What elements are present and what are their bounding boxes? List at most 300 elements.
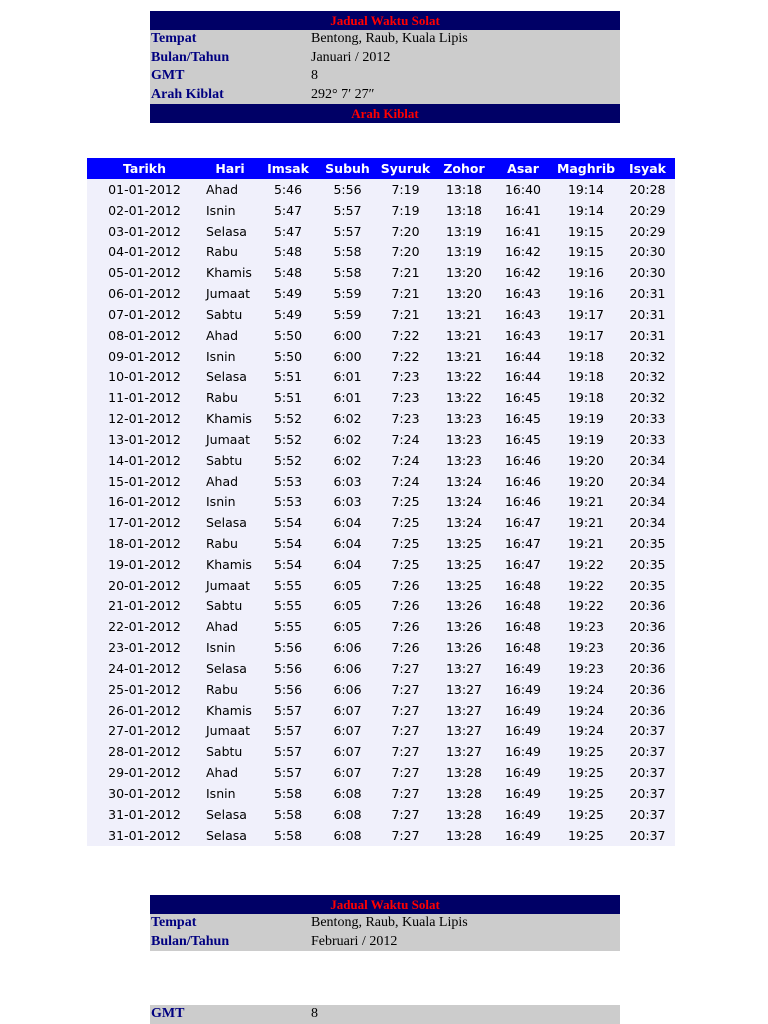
cell-hari: Jumaat — [206, 286, 251, 302]
cell-tarikh: 14-01-2012 — [108, 452, 181, 468]
cell-tarikh: 07-01-2012 — [108, 306, 181, 322]
cell-maghrib: 19:24 — [567, 723, 605, 739]
cell-subuh: 6:03 — [333, 473, 362, 489]
cell-hari: Selasa — [206, 369, 247, 385]
cell-subuh: 6:04 — [333, 535, 362, 551]
table-row — [87, 408, 675, 429]
cell-subuh: 6:06 — [333, 660, 362, 676]
cell-syuruk: 7:26 — [391, 577, 420, 593]
info-value: 8 — [311, 1006, 318, 1021]
cell-zohor: 13:27 — [445, 744, 483, 760]
table-row — [87, 554, 675, 575]
cell-maghrib: 19:19 — [567, 431, 605, 447]
cell-isyak: 20:36 — [629, 640, 666, 656]
cell-asar: 16:48 — [504, 619, 542, 635]
cell-asar: 16:49 — [504, 806, 542, 822]
cell-syuruk: 7:24 — [391, 431, 420, 447]
cell-tarikh: 13-01-2012 — [108, 431, 181, 447]
cell-zohor: 13:22 — [445, 369, 483, 385]
cell-zohor: 13:19 — [445, 244, 483, 260]
table-row — [87, 346, 675, 367]
cell-zohor: 13:27 — [445, 702, 483, 718]
cell-syuruk: 7:27 — [391, 827, 420, 843]
table-row — [87, 762, 675, 783]
cell-imsak: 5:52 — [273, 452, 303, 468]
cell-asar: 16:46 — [504, 494, 542, 510]
cell-asar: 16:42 — [504, 244, 542, 260]
column-header-imsak: Imsak — [267, 161, 309, 176]
cell-isyak: 20:32 — [629, 348, 666, 364]
cell-imsak: 5:47 — [273, 223, 303, 239]
cell-zohor: 13:28 — [445, 827, 483, 843]
cell-imsak: 5:47 — [273, 202, 303, 218]
cell-subuh: 6:05 — [333, 619, 362, 635]
cell-subuh: 6:00 — [333, 348, 362, 364]
cell-imsak: 5:57 — [273, 702, 303, 718]
table-row — [87, 304, 675, 325]
column-header-subuh: Subuh — [325, 161, 370, 176]
cell-syuruk: 7:19 — [391, 181, 420, 197]
cell-asar: 16:48 — [504, 640, 542, 656]
cell-tarikh: 17-01-2012 — [108, 515, 181, 531]
cell-subuh: 6:01 — [333, 390, 362, 406]
table-row — [87, 325, 675, 346]
cell-hari: Sabtu — [206, 306, 243, 322]
cell-hari: Khamis — [206, 411, 252, 427]
info-key: Tempat — [151, 915, 197, 930]
cell-maghrib: 19:24 — [567, 702, 605, 718]
cell-hari: Ahad — [206, 181, 239, 197]
cell-syuruk: 7:24 — [391, 473, 420, 489]
cell-zohor: 13:25 — [445, 577, 483, 593]
cell-zohor: 13:27 — [445, 660, 483, 676]
cell-asar: 16:47 — [504, 535, 542, 551]
cell-zohor: 13:23 — [445, 452, 483, 468]
cell-zohor: 13:22 — [445, 390, 483, 406]
cell-isyak: 20:30 — [629, 265, 666, 281]
cell-subuh: 6:07 — [333, 723, 362, 739]
cell-hari: Selasa — [206, 827, 247, 843]
cell-hari: Isnin — [206, 348, 236, 364]
table-row — [87, 825, 675, 846]
info-value: Januari / 2012 — [311, 49, 391, 65]
cell-imsak: 5:56 — [273, 640, 303, 656]
cell-subuh: 6:08 — [333, 806, 362, 822]
cell-zohor: 13:20 — [445, 265, 483, 281]
cell-imsak: 5:48 — [273, 244, 303, 260]
info-value: 8 — [311, 68, 318, 83]
cell-imsak: 5:56 — [273, 681, 303, 697]
cell-maghrib: 19:19 — [567, 411, 605, 427]
cell-subuh: 6:05 — [333, 577, 362, 593]
cell-zohor: 13:28 — [445, 785, 483, 801]
table-row — [87, 637, 675, 658]
cell-subuh: 6:07 — [333, 744, 362, 760]
table-row — [87, 200, 675, 221]
cell-syuruk: 7:19 — [391, 202, 420, 218]
cell-imsak: 5:55 — [273, 598, 303, 614]
cell-maghrib: 19:21 — [567, 535, 605, 551]
cell-subuh: 6:04 — [333, 515, 362, 531]
cell-tarikh: 19-01-2012 — [108, 556, 181, 572]
table-row — [87, 616, 675, 637]
cell-tarikh: 18-01-2012 — [108, 535, 181, 551]
cell-syuruk: 7:27 — [391, 702, 420, 718]
cell-tarikh: 20-01-2012 — [108, 577, 181, 593]
cell-maghrib: 19:20 — [567, 473, 605, 489]
cell-imsak: 5:55 — [273, 577, 303, 593]
table-row — [87, 221, 675, 242]
cell-syuruk: 7:22 — [391, 348, 420, 364]
table-row — [87, 471, 675, 492]
cell-syuruk: 7:25 — [391, 515, 420, 531]
cell-maghrib: 19:25 — [567, 744, 605, 760]
cell-zohor: 13:27 — [445, 723, 483, 739]
cell-syuruk: 7:26 — [391, 619, 420, 635]
cell-zohor: 13:25 — [445, 556, 483, 572]
cell-asar: 16:46 — [504, 452, 542, 468]
cell-hari: Sabtu — [206, 744, 243, 760]
cell-subuh: 5:58 — [333, 244, 362, 260]
cell-asar: 16:49 — [504, 723, 542, 739]
cell-isyak: 20:36 — [629, 702, 666, 718]
cell-asar: 16:43 — [504, 306, 542, 322]
cell-imsak: 5:46 — [273, 181, 303, 197]
info-row-tempat — [150, 914, 620, 933]
cell-isyak: 20:36 — [629, 619, 666, 635]
table-row — [87, 596, 675, 617]
cell-subuh: 6:00 — [333, 327, 362, 343]
cell-hari: Isnin — [206, 202, 236, 218]
cell-tarikh: 31-01-2012 — [108, 827, 181, 843]
cell-syuruk: 7:27 — [391, 806, 420, 822]
cell-asar: 16:47 — [504, 556, 542, 572]
cell-hari: Isnin — [206, 785, 236, 801]
table-row — [87, 679, 675, 700]
cell-maghrib: 19:15 — [567, 244, 605, 260]
cell-tarikh: 02-01-2012 — [108, 202, 181, 218]
cell-hari: Ahad — [206, 473, 239, 489]
cell-zohor: 13:26 — [445, 640, 483, 656]
table-row — [87, 700, 675, 721]
cell-zohor: 13:20 — [445, 286, 483, 302]
cell-imsak: 5:58 — [273, 827, 303, 843]
table-row — [87, 533, 675, 554]
cell-isyak: 20:32 — [629, 390, 666, 406]
cell-maghrib: 19:25 — [567, 827, 605, 843]
cell-subuh: 6:01 — [333, 369, 362, 385]
cell-imsak: 5:54 — [273, 556, 303, 572]
cell-hari: Jumaat — [206, 723, 251, 739]
info-key: Bulan/Tahun — [151, 49, 230, 65]
cell-maghrib: 19:15 — [567, 223, 605, 239]
cell-imsak: 5:54 — [273, 535, 303, 551]
cell-maghrib: 19:25 — [567, 765, 605, 781]
cell-syuruk: 7:22 — [391, 327, 420, 343]
cell-zohor: 13:18 — [445, 202, 483, 218]
table-row — [87, 575, 675, 596]
cell-tarikh: 23-01-2012 — [108, 640, 181, 656]
info-key: Tempat — [151, 31, 197, 46]
cell-tarikh: 30-01-2012 — [108, 785, 181, 801]
cell-isyak: 20:30 — [629, 244, 666, 260]
info-row-bulan-tahun — [150, 933, 620, 952]
cell-asar: 16:48 — [504, 577, 542, 593]
cell-hari: Rabu — [206, 390, 238, 406]
cell-syuruk: 7:20 — [391, 244, 420, 260]
cell-imsak: 5:50 — [273, 327, 303, 343]
cell-hari: Sabtu — [206, 452, 243, 468]
cell-isyak: 20:37 — [629, 765, 666, 781]
cell-syuruk: 7:20 — [391, 223, 420, 239]
table-row — [87, 429, 675, 450]
cell-isyak: 20:35 — [629, 577, 666, 593]
cell-hari: Jumaat — [206, 431, 251, 447]
prayer-times-table — [87, 158, 675, 846]
cell-imsak: 5:49 — [273, 286, 303, 302]
cell-zohor: 13:28 — [445, 765, 483, 781]
cell-subuh: 6:05 — [333, 598, 362, 614]
cell-maghrib: 19:21 — [567, 494, 605, 510]
column-header-syuruk: Syuruk — [380, 161, 431, 176]
cell-hari: Khamis — [206, 702, 252, 718]
info-value: Bentong, Raub, Kuala Lipis — [311, 915, 468, 930]
cell-asar: 16:40 — [504, 181, 542, 197]
cell-maghrib: 19:20 — [567, 452, 605, 468]
info-box-footer: Arah Kiblat — [150, 104, 620, 123]
cell-syuruk: 7:27 — [391, 765, 420, 781]
cell-tarikh: 29-01-2012 — [108, 765, 181, 781]
cell-maghrib: 19:14 — [567, 181, 605, 197]
cell-subuh: 6:02 — [333, 411, 362, 427]
cell-subuh: 5:56 — [333, 181, 362, 197]
table-row — [87, 387, 675, 408]
cell-imsak: 5:57 — [273, 744, 303, 760]
cell-tarikh: 09-01-2012 — [108, 348, 181, 364]
cell-tarikh: 26-01-2012 — [108, 702, 181, 718]
cell-zohor: 13:19 — [445, 223, 483, 239]
table-header-row — [87, 158, 675, 179]
cell-zohor: 13:27 — [445, 681, 483, 697]
cell-subuh: 5:57 — [333, 202, 362, 218]
column-header-zohor: Zohor — [443, 161, 485, 176]
cell-maghrib: 19:17 — [567, 327, 605, 343]
cell-zohor: 13:25 — [445, 535, 483, 551]
cell-imsak: 5:52 — [273, 431, 303, 447]
cell-zohor: 13:23 — [445, 411, 483, 427]
column-header-hari: Hari — [215, 161, 245, 176]
cell-asar: 16:49 — [504, 765, 542, 781]
cell-subuh: 6:08 — [333, 827, 362, 843]
cell-maghrib: 19:25 — [567, 806, 605, 822]
cell-asar: 16:49 — [504, 702, 542, 718]
cell-syuruk: 7:23 — [391, 390, 420, 406]
cell-subuh: 6:02 — [333, 452, 362, 468]
info-value: Bentong, Raub, Kuala Lipis — [311, 31, 468, 46]
cell-maghrib: 19:18 — [567, 390, 605, 406]
table-row — [87, 741, 675, 762]
cell-tarikh: 24-01-2012 — [108, 660, 181, 676]
cell-imsak: 5:53 — [273, 494, 303, 510]
cell-asar: 16:42 — [504, 265, 542, 281]
info-key: Arah Kiblat — [151, 86, 224, 102]
cell-imsak: 5:58 — [273, 806, 303, 822]
cell-zohor: 13:26 — [445, 619, 483, 635]
cell-tarikh: 08-01-2012 — [108, 327, 181, 343]
info-key: GMT — [151, 68, 185, 83]
cell-zohor: 13:21 — [445, 327, 483, 343]
cell-asar: 16:45 — [504, 390, 542, 406]
cell-syuruk: 7:21 — [391, 306, 420, 322]
info-row-gmt — [150, 1005, 620, 1024]
cell-tarikh: 16-01-2012 — [108, 494, 181, 510]
cell-hari: Rabu — [206, 244, 238, 260]
cell-isyak: 20:35 — [629, 556, 666, 572]
cell-maghrib: 19:23 — [567, 619, 605, 635]
cell-maghrib: 19:18 — [567, 369, 605, 385]
cell-asar: 16:44 — [504, 369, 542, 385]
cell-tarikh: 31-01-2012 — [108, 806, 181, 822]
cell-syuruk: 7:26 — [391, 598, 420, 614]
cell-maghrib: 19:21 — [567, 515, 605, 531]
table-row — [87, 721, 675, 742]
cell-hari: Rabu — [206, 535, 238, 551]
cell-isyak: 20:34 — [629, 452, 666, 468]
cell-isyak: 20:36 — [629, 660, 666, 676]
cell-isyak: 20:37 — [629, 785, 666, 801]
cell-hari: Ahad — [206, 765, 239, 781]
cell-isyak: 20:32 — [629, 369, 666, 385]
cell-maghrib: 19:17 — [567, 306, 605, 322]
info-key: GMT — [151, 1006, 185, 1021]
cell-zohor: 13:24 — [445, 473, 483, 489]
cell-imsak: 5:50 — [273, 348, 303, 364]
cell-isyak: 20:33 — [629, 411, 666, 427]
column-header-isyak: Isyak — [629, 161, 666, 176]
cell-imsak: 5:52 — [273, 411, 303, 427]
cell-maghrib: 19:23 — [567, 640, 605, 656]
cell-tarikh: 05-01-2012 — [108, 265, 181, 281]
info-box-januari — [150, 11, 620, 123]
cell-isyak: 20:36 — [629, 681, 666, 697]
cell-tarikh: 22-01-2012 — [108, 619, 181, 635]
cell-imsak: 5:49 — [273, 306, 303, 322]
cell-subuh: 6:07 — [333, 702, 362, 718]
cell-syuruk: 7:25 — [391, 556, 420, 572]
cell-zohor: 13:18 — [445, 181, 483, 197]
cell-syuruk: 7:26 — [391, 640, 420, 656]
cell-tarikh: 12-01-2012 — [108, 411, 181, 427]
info-box-title: Jadual Waktu Solat — [150, 11, 620, 30]
table-row — [87, 450, 675, 471]
cell-hari: Jumaat — [206, 577, 251, 593]
cell-maghrib: 19:22 — [567, 598, 605, 614]
table-row — [87, 366, 675, 387]
cell-asar: 16:44 — [504, 348, 542, 364]
info-box-februari-gmt — [150, 1005, 620, 1024]
cell-maghrib: 19:18 — [567, 348, 605, 364]
cell-isyak: 20:31 — [629, 327, 666, 343]
cell-isyak: 20:35 — [629, 535, 666, 551]
cell-asar: 16:43 — [504, 286, 542, 302]
cell-imsak: 5:57 — [273, 765, 303, 781]
cell-maghrib: 19:22 — [567, 556, 605, 572]
cell-asar: 16:48 — [504, 598, 542, 614]
info-box-februari — [150, 895, 620, 951]
column-header-maghrib: Maghrib — [556, 161, 616, 176]
cell-tarikh: 21-01-2012 — [108, 598, 181, 614]
cell-imsak: 5:51 — [273, 369, 303, 385]
cell-subuh: 5:59 — [333, 286, 362, 302]
cell-hari: Selasa — [206, 660, 247, 676]
cell-imsak: 5:57 — [273, 723, 303, 739]
cell-syuruk: 7:27 — [391, 744, 420, 760]
table-row — [87, 262, 675, 283]
cell-imsak: 5:56 — [273, 660, 303, 676]
cell-hari: Selasa — [206, 223, 247, 239]
cell-imsak: 5:53 — [273, 473, 303, 489]
info-row-arah-kiblat — [150, 86, 620, 105]
info-row-bulan-tahun — [150, 49, 620, 68]
cell-asar: 16:49 — [504, 681, 542, 697]
cell-hari: Selasa — [206, 515, 247, 531]
cell-asar: 16:45 — [504, 411, 542, 427]
cell-tarikh: 03-01-2012 — [108, 223, 181, 239]
column-header-asar: Asar — [507, 161, 539, 176]
cell-syuruk: 7:21 — [391, 265, 420, 281]
cell-imsak: 5:55 — [273, 619, 303, 635]
cell-syuruk: 7:25 — [391, 535, 420, 551]
cell-asar: 16:49 — [504, 744, 542, 760]
cell-subuh: 5:59 — [333, 306, 362, 322]
cell-isyak: 20:34 — [629, 473, 666, 489]
cell-asar: 16:46 — [504, 473, 542, 489]
cell-tarikh: 11-01-2012 — [108, 390, 181, 406]
cell-zohor: 13:23 — [445, 431, 483, 447]
cell-syuruk: 7:27 — [391, 660, 420, 676]
cell-asar: 16:49 — [504, 660, 542, 676]
cell-asar: 16:43 — [504, 327, 542, 343]
cell-imsak: 5:48 — [273, 265, 303, 281]
table-row — [87, 491, 675, 512]
info-row-gmt — [150, 67, 620, 86]
cell-syuruk: 7:24 — [391, 452, 420, 468]
cell-maghrib: 19:14 — [567, 202, 605, 218]
cell-imsak: 5:51 — [273, 390, 303, 406]
cell-isyak: 20:37 — [629, 806, 666, 822]
cell-maghrib: 19:23 — [567, 660, 605, 676]
cell-subuh: 6:08 — [333, 785, 362, 801]
cell-syuruk: 7:23 — [391, 369, 420, 385]
cell-isyak: 20:34 — [629, 494, 666, 510]
cell-isyak: 20:29 — [629, 223, 666, 239]
cell-syuruk: 7:23 — [391, 411, 420, 427]
cell-subuh: 6:02 — [333, 431, 362, 447]
cell-subuh: 6:06 — [333, 681, 362, 697]
cell-tarikh: 28-01-2012 — [108, 744, 181, 760]
cell-asar: 16:49 — [504, 827, 542, 843]
cell-isyak: 20:29 — [629, 202, 666, 218]
info-box-title: Jadual Waktu Solat — [150, 895, 620, 914]
cell-subuh: 5:57 — [333, 223, 362, 239]
cell-imsak: 5:58 — [273, 785, 303, 801]
info-row-tempat — [150, 30, 620, 49]
info-key: Bulan/Tahun — [151, 933, 230, 949]
cell-tarikh: 06-01-2012 — [108, 286, 181, 302]
cell-subuh: 6:07 — [333, 765, 362, 781]
cell-hari: Ahad — [206, 327, 239, 343]
cell-zohor: 13:28 — [445, 806, 483, 822]
